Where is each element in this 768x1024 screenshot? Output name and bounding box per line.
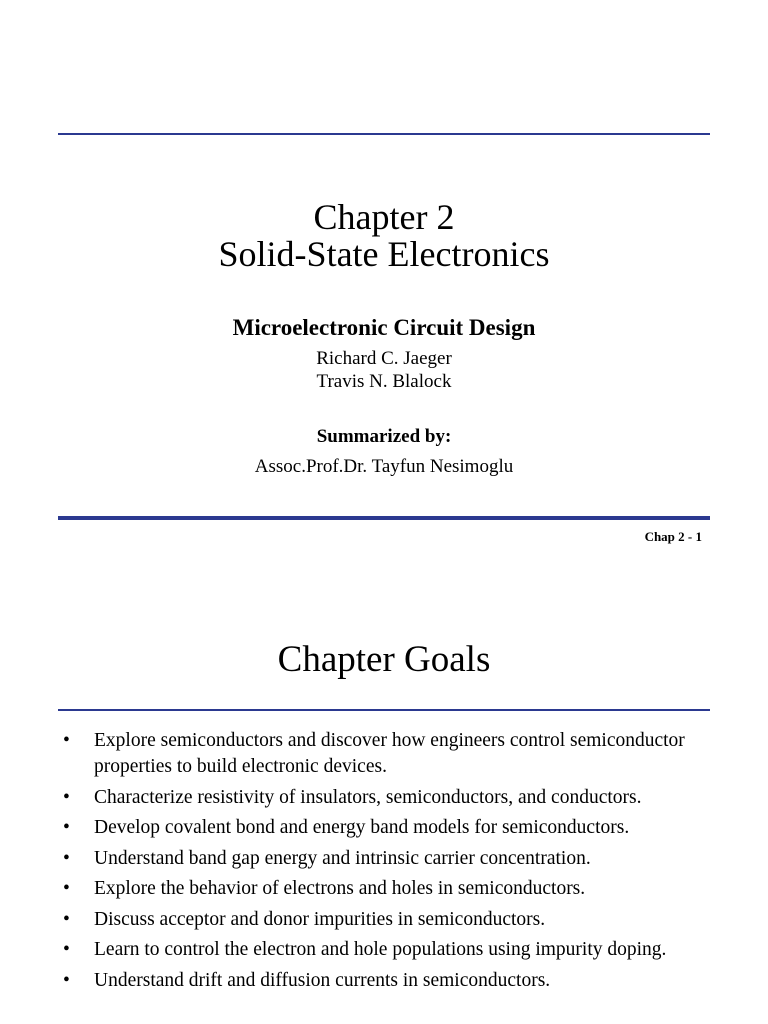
goal-text: Understand band gap energy and intrinsic carrier concentration. xyxy=(94,847,591,869)
bullet-icon: • xyxy=(63,908,70,930)
authors-block xyxy=(0,347,768,393)
goal-text: Characterize resistivity of insulators, semiconductors, and conductors. xyxy=(94,786,642,808)
chapter-title: Solid-State Electronics xyxy=(218,234,550,274)
goal-text: Understand drift and diffusion currents in semiconductors. xyxy=(94,969,551,991)
bullet-icon: • xyxy=(63,969,70,991)
summarized-by-label: Summarized by: xyxy=(316,426,452,447)
bullet-icon: • xyxy=(63,939,70,960)
author-name: Travis N. Blalock xyxy=(316,371,452,392)
chapter-number: Chapter 2 xyxy=(313,197,455,237)
goal-text: Explore the behavior of electrons and holes in semiconductors. xyxy=(94,878,586,899)
goals-divider xyxy=(58,709,710,711)
slide-bottom-divider xyxy=(58,516,710,520)
page-number: Chap 2 - 1 xyxy=(644,529,702,544)
author-name: Richard C. Jaeger xyxy=(316,348,452,369)
goal-item xyxy=(60,846,720,872)
bullet-icon: • xyxy=(63,817,70,838)
goal-item xyxy=(60,907,720,933)
top-divider xyxy=(58,133,710,135)
goals-title: Chapter Goals xyxy=(277,639,491,680)
goal-text: Learn to control the electron and hole populations using impurity doping. xyxy=(94,939,667,960)
bullet-icon: • xyxy=(63,847,70,869)
chapter-title-block xyxy=(0,199,768,273)
goals-list xyxy=(60,728,720,998)
goal-item xyxy=(60,815,720,841)
goal-item xyxy=(60,785,720,811)
bullet-icon: • xyxy=(63,730,70,751)
goal-item xyxy=(60,728,720,780)
goal-item xyxy=(60,937,720,963)
goal-text: Develop covalent bond and energy band models for semiconductors. xyxy=(94,817,630,838)
goal-item xyxy=(60,876,720,902)
goal-text: Discuss acceptor and donor impurities in semiconductors. xyxy=(94,908,546,930)
bullet-icon: • xyxy=(63,878,70,899)
summarizer-name: Assoc.Prof.Dr. Tayfun Nesimoglu xyxy=(254,456,514,477)
goal-text: Explore semiconductors and discover how engineers control semiconductor properties to build electronic devices. xyxy=(94,730,685,777)
book-title: Microelectronic Circuit Design xyxy=(232,315,536,340)
goal-item xyxy=(60,968,720,994)
bullet-icon: • xyxy=(63,786,70,808)
